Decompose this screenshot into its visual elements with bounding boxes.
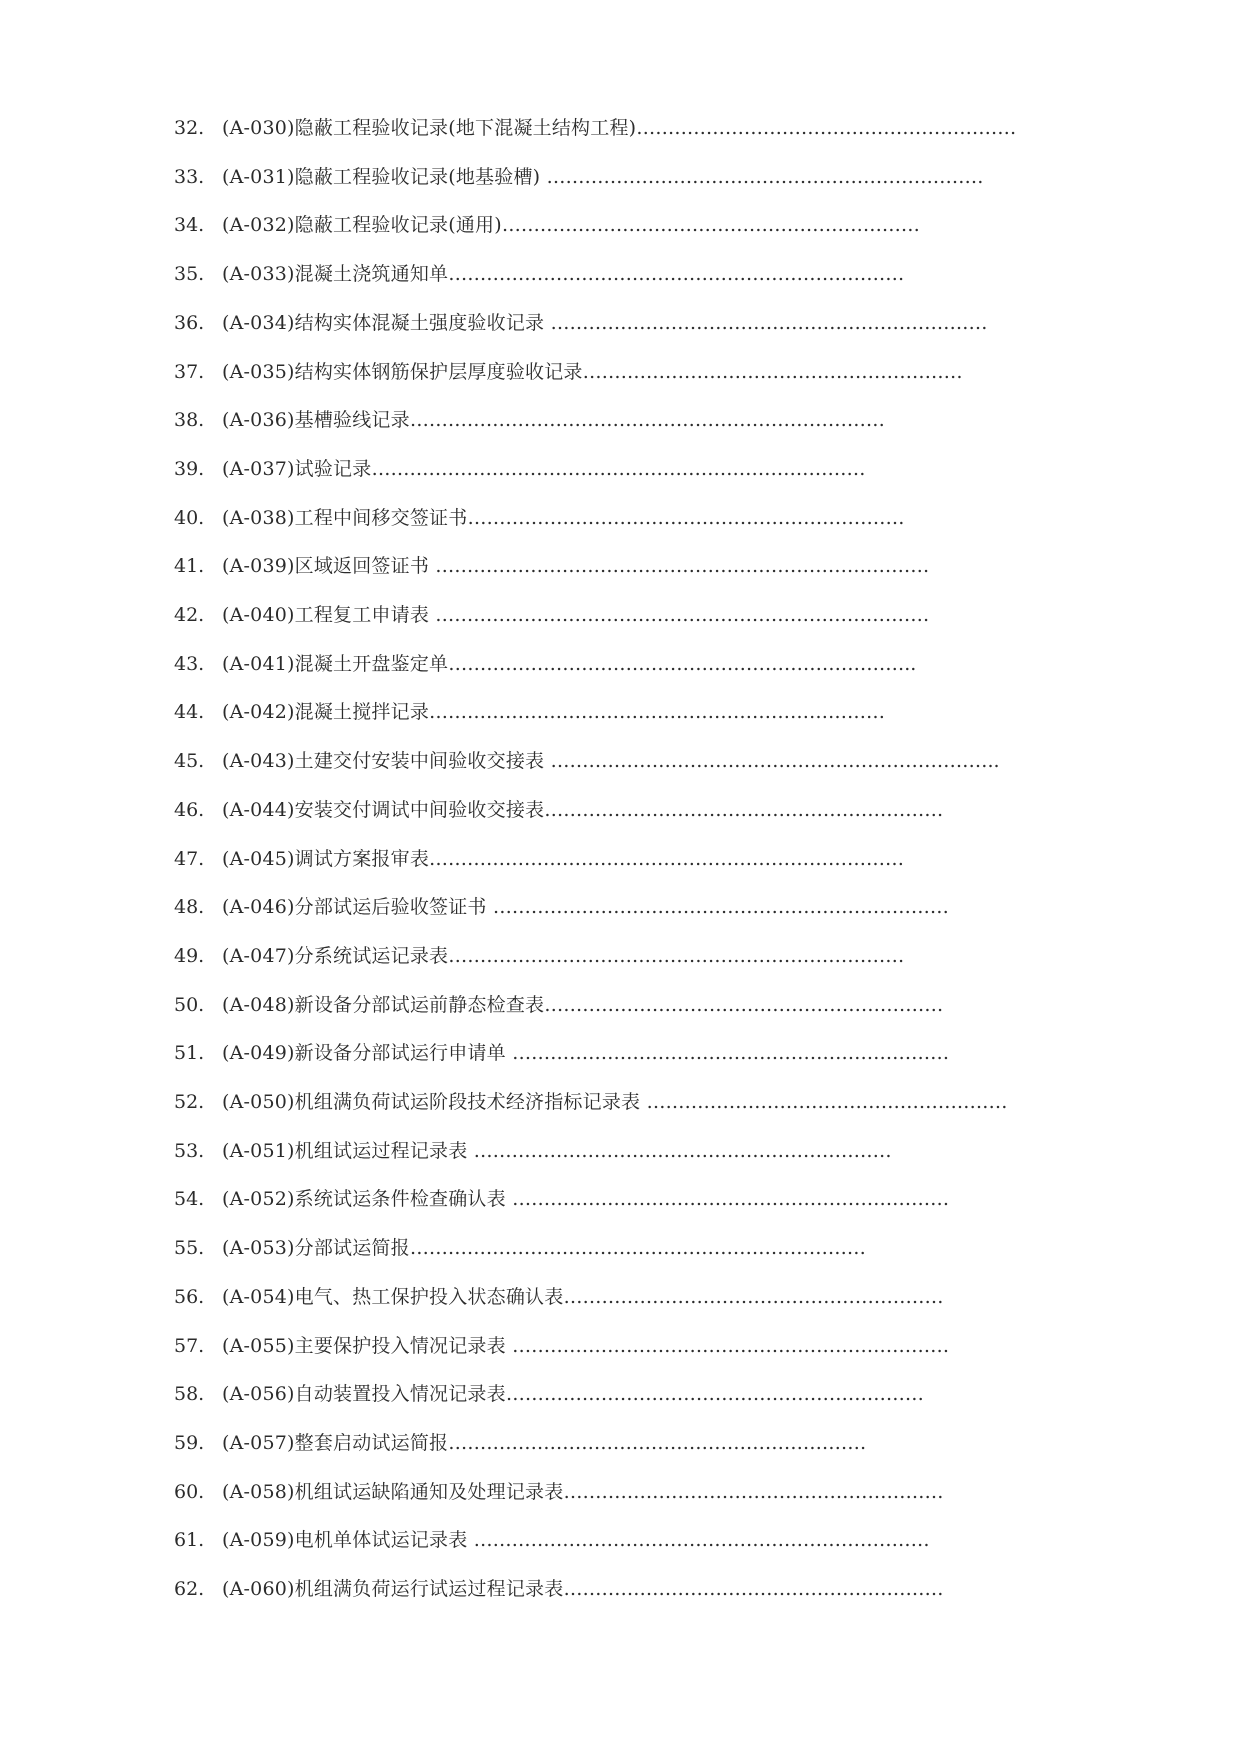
entry-dot-leader: …………………………………………………………….. <box>550 750 1000 773</box>
entry-title: (A-060)机组满负荷运行试运过程记录表 <box>222 1578 564 1600</box>
toc-entry[interactable] <box>0 844 1241 874</box>
toc-entry[interactable] <box>0 259 1241 289</box>
entry-number: 48. <box>174 896 205 919</box>
entry-number: 52. <box>174 1091 205 1113</box>
entry-number: 33. <box>174 165 205 188</box>
entry-number: 42. <box>174 604 205 626</box>
entry-title: (A-040)工程复工申请表 <box>222 604 436 626</box>
entry-dot-leader: …………………………………………………… <box>636 117 1017 139</box>
toc-entry[interactable] <box>0 1184 1241 1214</box>
entry-number: 47. <box>174 847 205 870</box>
toc-entry[interactable] <box>0 990 1241 1020</box>
entry-dot-leader: ……………………………………………………………… <box>409 1237 866 1260</box>
entry-dot-leader: ………………………………………………………………… <box>409 409 885 432</box>
entry-dot-leader: ……………………………………………………… <box>544 993 944 1016</box>
entry-title: (A-051)机组试运过程记录表 <box>222 1139 474 1162</box>
toc-entry[interactable] <box>0 892 1241 922</box>
entry-dot-leader: …………………………………………………… <box>563 1480 944 1503</box>
toc-entry[interactable] <box>0 551 1241 581</box>
toc-entry[interactable] <box>0 1136 1241 1166</box>
entry-number: 32. <box>174 117 205 139</box>
entry-title: (A-052)系统试运条件检查确认表 <box>222 1188 513 1211</box>
entry-dot-leader: …………………………………………………… <box>563 1578 944 1600</box>
toc-entry[interactable] <box>0 1379 1241 1409</box>
entry-dot-leader: ……………………………………………………………… <box>429 701 886 724</box>
entry-title: (A-041)混凝土开盘鉴定单 <box>222 652 449 675</box>
entry-title: (A-042)混凝土搅拌记录 <box>222 701 430 724</box>
entry-title: (A-048)新设备分部试运前静态检查表 <box>222 993 545 1016</box>
entry-dot-leader: …………………………………………………………… <box>467 506 905 529</box>
toc-entry[interactable] <box>0 600 1241 630</box>
entry-number: 39. <box>174 457 205 480</box>
entry-number: 35. <box>174 263 205 286</box>
entry-title: (A-043)土建交付安装中间验收交接表 <box>222 750 551 773</box>
entry-dot-leader: ……………………………………………………………… <box>492 896 949 919</box>
entry-title: (A-056)自动装置投入情况记录表 <box>222 1383 506 1406</box>
toc-entry[interactable] <box>0 1525 1241 1555</box>
entry-number: 45. <box>174 750 205 773</box>
entry-title: (A-039)区域返回签证书 <box>222 555 436 578</box>
toc-entry[interactable] <box>0 795 1241 825</box>
entry-number: 38. <box>174 409 205 432</box>
entry-title: (A-037)试验记录 <box>222 457 372 480</box>
entry-number: 55. <box>174 1237 205 1260</box>
entry-title: (A-036)基槽验线记录 <box>222 409 410 432</box>
entry-number: 56. <box>174 1285 205 1308</box>
entry-title: (A-058)机组试运缺陷通知及处理记录表 <box>222 1480 564 1503</box>
entry-number: 54. <box>174 1188 205 1211</box>
entry-dot-leader: ……………………………………………………………… <box>448 263 905 286</box>
entry-number: 57. <box>174 1334 205 1357</box>
entry-title: (A-046)分部试运后验收签证书 <box>222 896 493 919</box>
entry-dot-leader: ……………………………………………………………… <box>448 944 905 967</box>
entry-dot-leader: ……………………………………………………………… <box>473 1529 930 1552</box>
toc-entry[interactable] <box>0 454 1241 484</box>
entry-dot-leader: ………………………………………………………… <box>505 1383 924 1406</box>
toc-entry[interactable] <box>0 162 1241 192</box>
entry-dot-leader: …………………………………………………………… <box>550 311 988 334</box>
entry-number: 62. <box>174 1578 205 1600</box>
entry-title: (A-055)主要保护投入情况记录表 <box>222 1334 513 1357</box>
toc-entry[interactable] <box>0 1331 1241 1361</box>
entry-number: 37. <box>174 360 205 383</box>
entry-title: (A-059)电机单体试运记录表 <box>222 1529 474 1552</box>
entry-number: 53. <box>174 1139 205 1162</box>
toc-entry[interactable] <box>0 405 1241 435</box>
entry-dot-leader: ……………………………………………………………….. <box>448 652 917 675</box>
entry-number: 46. <box>174 798 205 821</box>
entry-number: 51. <box>174 1042 205 1065</box>
toc-entry[interactable] <box>0 113 1241 143</box>
entry-dot-leader: ………………………………………………………………… <box>429 847 905 870</box>
entry-dot-leader: ………………………………………………………… <box>448 1431 867 1454</box>
entry-number: 58. <box>174 1383 205 1406</box>
entry-dot-leader: ………………………………………………………… <box>473 1139 892 1162</box>
toc-entry[interactable] <box>0 1087 1241 1117</box>
entry-number: 60. <box>174 1480 205 1503</box>
entry-number: 61. <box>174 1529 205 1552</box>
entry-title: (A-030)隐蔽工程验收记录(地下混凝土结构工程) <box>222 117 637 139</box>
toc-entry[interactable] <box>0 357 1241 387</box>
entry-number: 41. <box>174 555 205 578</box>
toc-entry[interactable] <box>0 941 1241 971</box>
entry-title: (A-057)整套启动试运简报 <box>222 1431 449 1454</box>
entry-dot-leader: …………………………………………………………… <box>512 1334 950 1357</box>
entry-dot-leader: …………………………………………………………………… <box>435 604 930 626</box>
entry-title: (A-034)结构实体混凝土强度验收记录 <box>222 311 551 334</box>
toc-entry[interactable] <box>0 1233 1241 1263</box>
entry-title: (A-053)分部试运简报 <box>222 1237 410 1260</box>
entry-number: 40. <box>174 506 205 529</box>
entry-dot-leader: …………………………………………………… <box>563 1285 944 1308</box>
entry-dot-leader: …………………………………………………………………… <box>435 555 930 578</box>
entry-title: (A-049)新设备分部试运行申请单 <box>222 1042 513 1065</box>
toc-entry[interactable] <box>0 697 1241 727</box>
entry-dot-leader: …………………………………………………… <box>582 360 963 383</box>
entry-number: 34. <box>174 214 205 237</box>
entry-title: (A-044)安装交付调试中间验收交接表 <box>222 798 545 821</box>
toc-entry[interactable] <box>0 1574 1241 1604</box>
entry-number: 50. <box>174 993 205 1016</box>
entry-dot-leader: ………………………………………………………… <box>501 214 920 237</box>
toc-entry[interactable] <box>0 1477 1241 1507</box>
entry-dot-leader: …………………………………………………………………… <box>371 457 866 480</box>
toc-entry[interactable] <box>0 503 1241 533</box>
entry-title: (A-033)混凝土浇筑通知单 <box>222 263 449 286</box>
entry-dot-leader: ……………………………………………………… <box>544 798 944 821</box>
toc-entry[interactable] <box>0 746 1241 776</box>
entry-title: (A-031)隐蔽工程验收记录(地基验槽) <box>222 165 547 188</box>
entry-title: (A-050)机组满负荷试运阶段技术经济指标记录表 <box>222 1091 647 1113</box>
entry-dot-leader: …………………………………………………………… <box>546 165 984 188</box>
toc-entry[interactable] <box>0 649 1241 679</box>
toc-entry[interactable] <box>0 308 1241 338</box>
entry-number: 36. <box>174 311 205 334</box>
entry-number: 49. <box>174 944 205 967</box>
entry-title: (A-038)工程中间移交签证书 <box>222 506 468 529</box>
entry-title: (A-054)电气、热工保护投入状态确认表 <box>222 1285 564 1308</box>
entry-number: 44. <box>174 701 205 724</box>
entry-title: (A-035)结构实体钢筋保护层厚度验收记录 <box>222 360 583 383</box>
toc-entry[interactable] <box>0 210 1241 240</box>
entry-number: 59. <box>174 1431 205 1454</box>
entry-number: 43. <box>174 652 205 675</box>
entry-title: (A-032)隐蔽工程验收记录(通用) <box>222 214 502 237</box>
entry-title: (A-045)调试方案报审表 <box>222 847 430 870</box>
toc-entry[interactable] <box>0 1428 1241 1458</box>
entry-title: (A-047)分系统试运记录表 <box>222 944 449 967</box>
toc-entry[interactable] <box>0 1038 1241 1068</box>
toc-entry[interactable] <box>0 1282 1241 1312</box>
entry-dot-leader: …………………………………………………………… <box>512 1042 950 1065</box>
entry-dot-leader: …………………………………………………………… <box>512 1188 950 1211</box>
entry-dot-leader: ………………………………………………… <box>646 1091 1008 1113</box>
